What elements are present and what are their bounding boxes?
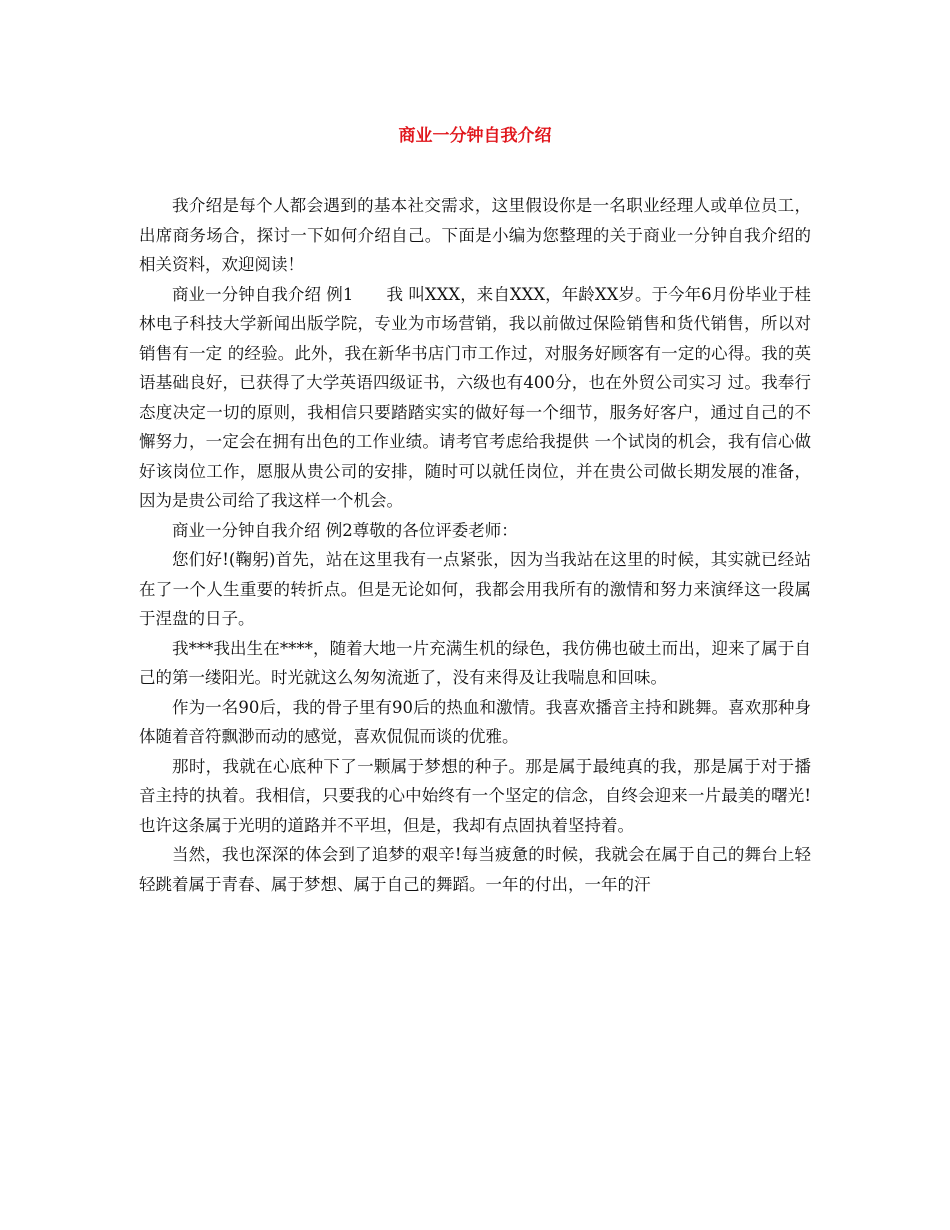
document-title: 商业一分钟自我介绍: [398, 126, 552, 146]
paragraph-intro: 我介绍是每个人都会遇到的基本社交需求，这里假设你是一名职业经理人或单位员工，出席商务场合，探讨一下如何介绍自己。下面是小编为您整理的关于商业一分钟自我介绍的相关资料，欢迎阅读！: [139, 196, 811, 274]
paragraph-dream-seed: 那时，我就在心底种下了一颗属于梦想的种子。那是属于最纯真的我，那是属于对于播音主持的执着。我相信，只要我的心中始终有一个坚定的信念，自终会迎来一片最美的曙光!也许这条属于光明的道路并不平坦，但是，我却有点固执着坚持着。: [139, 756, 811, 835]
paragraph-post-90s: 作为一名90后，我的骨子里有90后的热血和激情。我喜欢播音主持和跳舞。喜欢那种身体随着音符飘渺而动的感觉，喜欢侃侃而谈的优雅。: [139, 697, 811, 746]
paragraph-example-1: 商业一分钟自我介绍 例1 我 叫XXX，来自XXX，年龄XX岁。于今年6月份毕业于桂林电子科技大学新闻出版学院，专业为市场营销，我以前做过保险销售和货代销售，所以对销售有一定 的经验。此外，我在新华书店门市工作过，对服务好顾客有一定的心得。我的英语基础良好，已获得了大学英语四级证书，六级也有400分，也在外贸公司实习 过。我奉行态度决定一切的原则，我相信只要踏踏实实的做好每一个细节，服务好客户，通过自己的不懈努力，一定会在拥有出色的工作业绩。请考官考虑给我提供 一个试岗的机会，我有信心做好该岗位工作，愿服从贵公司的安排，随时可以就任岗位，并在贵公司做长期发展的准备，因为是贵公司给了我这样一个机会。: [139, 284, 811, 510]
paragraph-birth: 我***我出生在****，随着大地一片充满生机的绿色，我仿佛也破土而出，迎来了属于自己的第一缕阳光。时光就这么匆匆流逝了，没有来得及让我喘息和回味。: [139, 638, 811, 687]
paragraph-example-2-heading: 商业一分钟自我介绍 例2尊敬的各位评委老师：: [172, 520, 518, 540]
document-body: [139, 191, 811, 899]
paragraph-hardship: 当然，我也深深的体会到了追梦的艰辛!每当疲惫的时候，我就会在属于自己的舞台上轻轻跳着属于青春、属于梦想、属于自己的舞蹈。一年的付出，一年的汗: [139, 845, 811, 894]
paragraph-greeting: 您们好!(鞠躬)首先，站在这里我有一点紧张，因为当我站在这里的时候，其实就已经站在了一个人生重要的转折点。但是无论如何，我都会用我所有的激情和努力来演绎这一段属于涅盘的日子。: [139, 550, 811, 628]
